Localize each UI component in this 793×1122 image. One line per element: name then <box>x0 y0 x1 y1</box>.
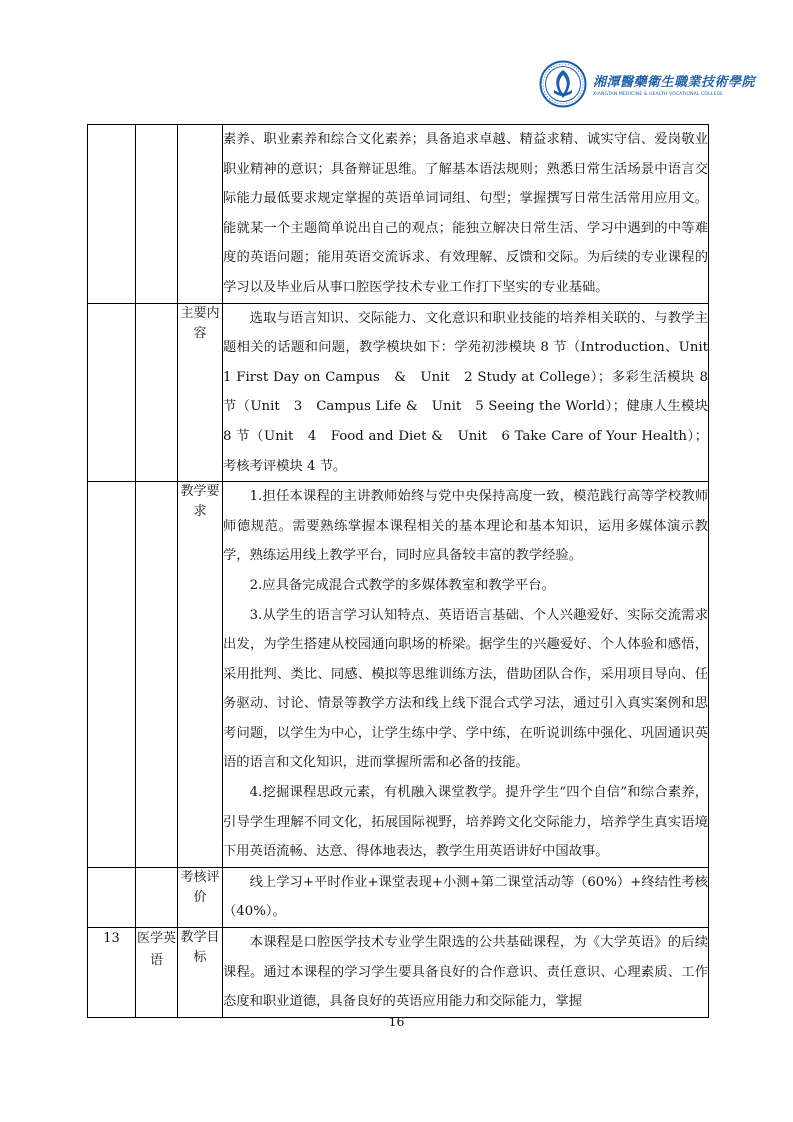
course-number-cell <box>88 303 136 482</box>
course-name-cell <box>136 482 178 868</box>
college-seal-icon <box>539 60 587 108</box>
table-row <box>88 482 709 868</box>
course-name-text: 医学英语 <box>136 931 176 969</box>
course-number-cell <box>88 125 136 304</box>
section-content-cell <box>223 303 722 482</box>
content-paragraph: 4.挖掘课程思政元素，有机融入课堂教学。提升学生“四个自信”和综合素养，引导学生理解不同文化，拓展国际视野，培养跨文化交际能力，培养学生真实语境下用英语流畅、达意、得体地表达，教学生用英语讲好中国故事。 <box>223 785 708 860</box>
section-label-text: 主要内容 <box>180 305 220 341</box>
content-paragraph: 本课程是口腔医学技术专业学生限选的公共基础课程，为《大学英语》的后续课程。通过本课程的学习学生要具备良好的合作意识、责任意识、心理素质、工作态度和职业道德，具备良好的英语应用能力和交际能力，掌握 <box>223 935 708 1010</box>
content-paragraph: 素养、职业素养和综合文化素养；具备追求卓越、精益求精、诚实守信、爱岗敬业职业精神的意识；具备辩证思维。了解基本语法规则；熟悉日常生活场景中语言交际能力最低要求规定掌握的英语单词词组、句型；掌握撰写日常生活常用应用文。能就某一个主题简单说出自己的观点；能独立解决日常生活、学习中遇到的中等难度的英语问题；能用英语交流诉求、有效理解、反馈和交际。为后续的专业课程的学习以及毕业后从事口腔医学技术专业工作打下坚实的专业基础。 <box>223 132 708 295</box>
content-paragraph: 线上学习+平时作业+课堂表现+小测+第二课堂活动等（60%）+终结性考核（40%）。 <box>223 874 708 920</box>
college-logo <box>539 58 756 110</box>
content-paragraph: 2.应具备完成混合式教学的多媒体教室和教学平台。 <box>249 577 555 593</box>
section-content-cell <box>223 482 709 868</box>
course-name-cell <box>136 125 178 304</box>
section-content-cell <box>223 125 709 304</box>
course-number-cell <box>88 867 136 927</box>
course-number-text: 13 <box>103 931 120 947</box>
college-name: 湘潭醫藥衛生職業技術學院 <box>593 75 756 90</box>
table-row <box>88 928 709 1018</box>
course-name-cell <box>136 867 178 927</box>
content-paragraph: 1.担任本课程的主讲教师始终与党中央保持高度一致，模范践行高等学校教师师德规范。需要熟练掌握本课程相关的基本理论和基本知识，运用多媒体演示教学，熟练运用线上教学平台，同时应具备较丰富的教学经验。 <box>223 489 708 564</box>
table-row <box>88 303 709 482</box>
page-number: 16 <box>388 1014 405 1029</box>
course-number-cell <box>88 928 136 1018</box>
section-label-cell <box>178 482 223 868</box>
course-name-cell <box>136 303 178 482</box>
section-content-cell <box>223 928 709 1018</box>
course-table <box>87 124 722 1018</box>
college-name-en: XIANGTAN MEDICINE & HEALTH VOCATIONAL COLLEGE <box>593 92 724 97</box>
course-name-cell <box>136 928 178 1018</box>
section-label-cell <box>178 303 223 482</box>
course-number-cell <box>88 482 136 868</box>
section-label-cell <box>178 867 223 927</box>
content-paragraph: 选取与语言知识、交际能力、文化意识和职业技能的培养相关联的、与教学主题相关的话题和问题，教学模块如下：学苑初涉模块 8 节（Introduction、Unit 1 First Day on Campus & Unit 2 Study at College）；多彩生活模块 8 节（Unit 3 Campus Life & Unit 5 Seeing the World）；健康人生模块 8 节（Unit 4 Food and Diet & Unit 6 Take Care of Your Health）；考核考评模块 4 节。 <box>223 310 722 474</box>
content-paragraph: 3.从学生的语言学习认知特点、英语语言基础、个人兴趣爱好、实际交流需求出发，为学生搭建从校园通向职场的桥梁。据学生的兴趣爱好、个人体验和感悟，采用批判、类比、同感、模拟等思维训练方法，借助团队合作，采用项目导向、任务驱动、讨论、情景等教学方法和线上线下混合式学习法，通过引入真实案例和思考问题，以学生为中心，让学生练中学、学中练，在听说训练中强化、巩固通识英语的语言和文化知识，进而掌握所需和必备的技能。 <box>223 607 708 771</box>
section-label-cell <box>178 125 223 304</box>
section-label-text: 考核评价 <box>180 869 220 905</box>
section-label-cell <box>178 928 223 1018</box>
section-content-cell <box>223 867 709 927</box>
section-label-text: 教学目标 <box>180 930 220 966</box>
table-row <box>88 125 709 304</box>
section-label-text: 教学要求 <box>180 484 220 520</box>
table-row <box>88 867 709 927</box>
